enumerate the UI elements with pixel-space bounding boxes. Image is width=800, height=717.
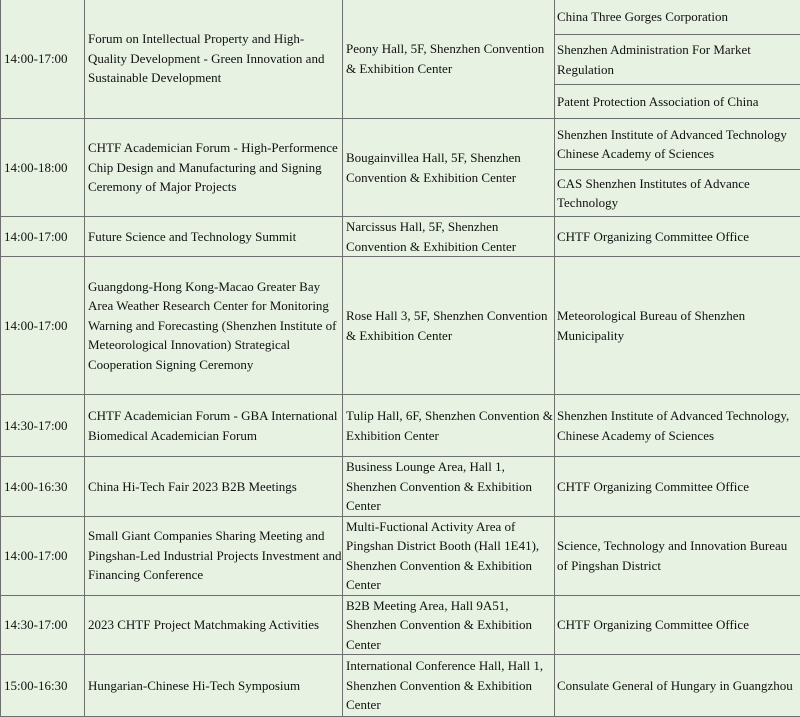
time-cell: 14:00-16:30	[1, 457, 85, 517]
table-row	[1, 217, 800, 257]
event-cell: Hungarian-Chinese Hi-Tech Symposium	[85, 655, 343, 717]
event-cell: Guangdong-Hong Kong-Macao Greater Bay Area Weather Research Center for Monitoring Warning and Forecasting (Shenzhen Institute of Meteorological Innovation) Strategical Cooperation Signing Ceremony	[85, 257, 343, 395]
venue-cell: Multi-Fuctional Activity Area of Pingshan District Booth (Hall 1E41), Shenzhen Convention & Exhibition Center	[343, 516, 555, 595]
event-cell: China Hi-Tech Fair 2023 B2B Meetings	[85, 457, 343, 517]
organizer-cell: China Three Gorges Corporation	[555, 0, 800, 35]
venue-cell: Rose Hall 3, 5F, Shenzhen Convention & Exhibition Center	[343, 257, 555, 395]
time-cell: 14:00-18:00	[1, 119, 85, 217]
organizer-cell: Shenzhen Institute of Advanced Technology, Chinese Academy of Sciences	[555, 395, 800, 457]
event-cell: Forum on Intellectual Property and High-Quality Development - Green Innovation and Sustainable Development	[85, 0, 343, 119]
organizer-cell: CAS Shenzhen Institutes of Advance Technology	[555, 170, 800, 217]
table-row	[1, 457, 800, 517]
organizer-cell: Shenzhen Institute of Advanced Technology Chinese Academy of Sciences	[555, 119, 800, 170]
organizer-cell: Meteorological Bureau of Shenzhen Municipality	[555, 257, 800, 395]
event-cell: CHTF Academician Forum - GBA International Biomedical Academician Forum	[85, 395, 343, 457]
organizer-cell: Consulate General of Hungary in Guangzhou	[555, 655, 800, 717]
venue-cell: Bougainvillea Hall, 5F, Shenzhen Convention & Exhibition Center	[343, 119, 555, 217]
time-cell: 14:30-17:00	[1, 595, 85, 655]
venue-cell: Peony Hall, 5F, Shenzhen Convention & Exhibition Center	[343, 0, 555, 119]
venue-cell: B2B Meeting Area, Hall 9A51, Shenzhen Convention & Exhibition Center	[343, 595, 555, 655]
event-cell: 2023 CHTF Project Matchmaking Activities	[85, 595, 343, 655]
organizer-cell: Patent Protection Association of China	[555, 85, 800, 119]
table-row	[1, 0, 800, 35]
table-row	[1, 595, 800, 655]
time-cell: 14:00-17:00	[1, 217, 85, 257]
venue-cell: Business Lounge Area, Hall 1, Shenzhen Convention & Exhibition Center	[343, 457, 555, 517]
time-cell: 15:00-16:30	[1, 655, 85, 717]
table-row	[1, 257, 800, 395]
table-row	[1, 119, 800, 170]
time-cell: 14:00-17:00	[1, 516, 85, 595]
time-cell: 14:00-17:00	[1, 257, 85, 395]
time-cell: 14:00-17:00	[1, 0, 85, 119]
event-cell: Future Science and Technology Summit	[85, 217, 343, 257]
table-row	[1, 395, 800, 457]
venue-cell: Tulip Hall, 6F, Shenzhen Convention & Exhibition Center	[343, 395, 555, 457]
venue-cell: International Conference Hall, Hall 1, Shenzhen Convention & Exhibition Center	[343, 655, 555, 717]
venue-cell: Narcissus Hall, 5F, Shenzhen Convention & Exhibition Center	[343, 217, 555, 257]
table-row	[1, 516, 800, 595]
table-row	[1, 655, 800, 717]
organizer-cell: Shenzhen Administration For Market Regulation	[555, 35, 800, 85]
organizer-cell: CHTF Organizing Committee Office	[555, 595, 800, 655]
event-cell: CHTF Academician Forum - High-Performence Chip Design and Manufacturing and Signing Ceremony of Major Projects	[85, 119, 343, 217]
organizer-cell: CHTF Organizing Committee Office	[555, 217, 800, 257]
event-cell: Small Giant Companies Sharing Meeting and Pingshan-Led Industrial Projects Investment and Financing Conference	[85, 516, 343, 595]
time-cell: 14:30-17:00	[1, 395, 85, 457]
organizer-cell: Science, Technology and Innovation Bureau of Pingshan District	[555, 516, 800, 595]
organizer-cell: CHTF Organizing Committee Office	[555, 457, 800, 517]
